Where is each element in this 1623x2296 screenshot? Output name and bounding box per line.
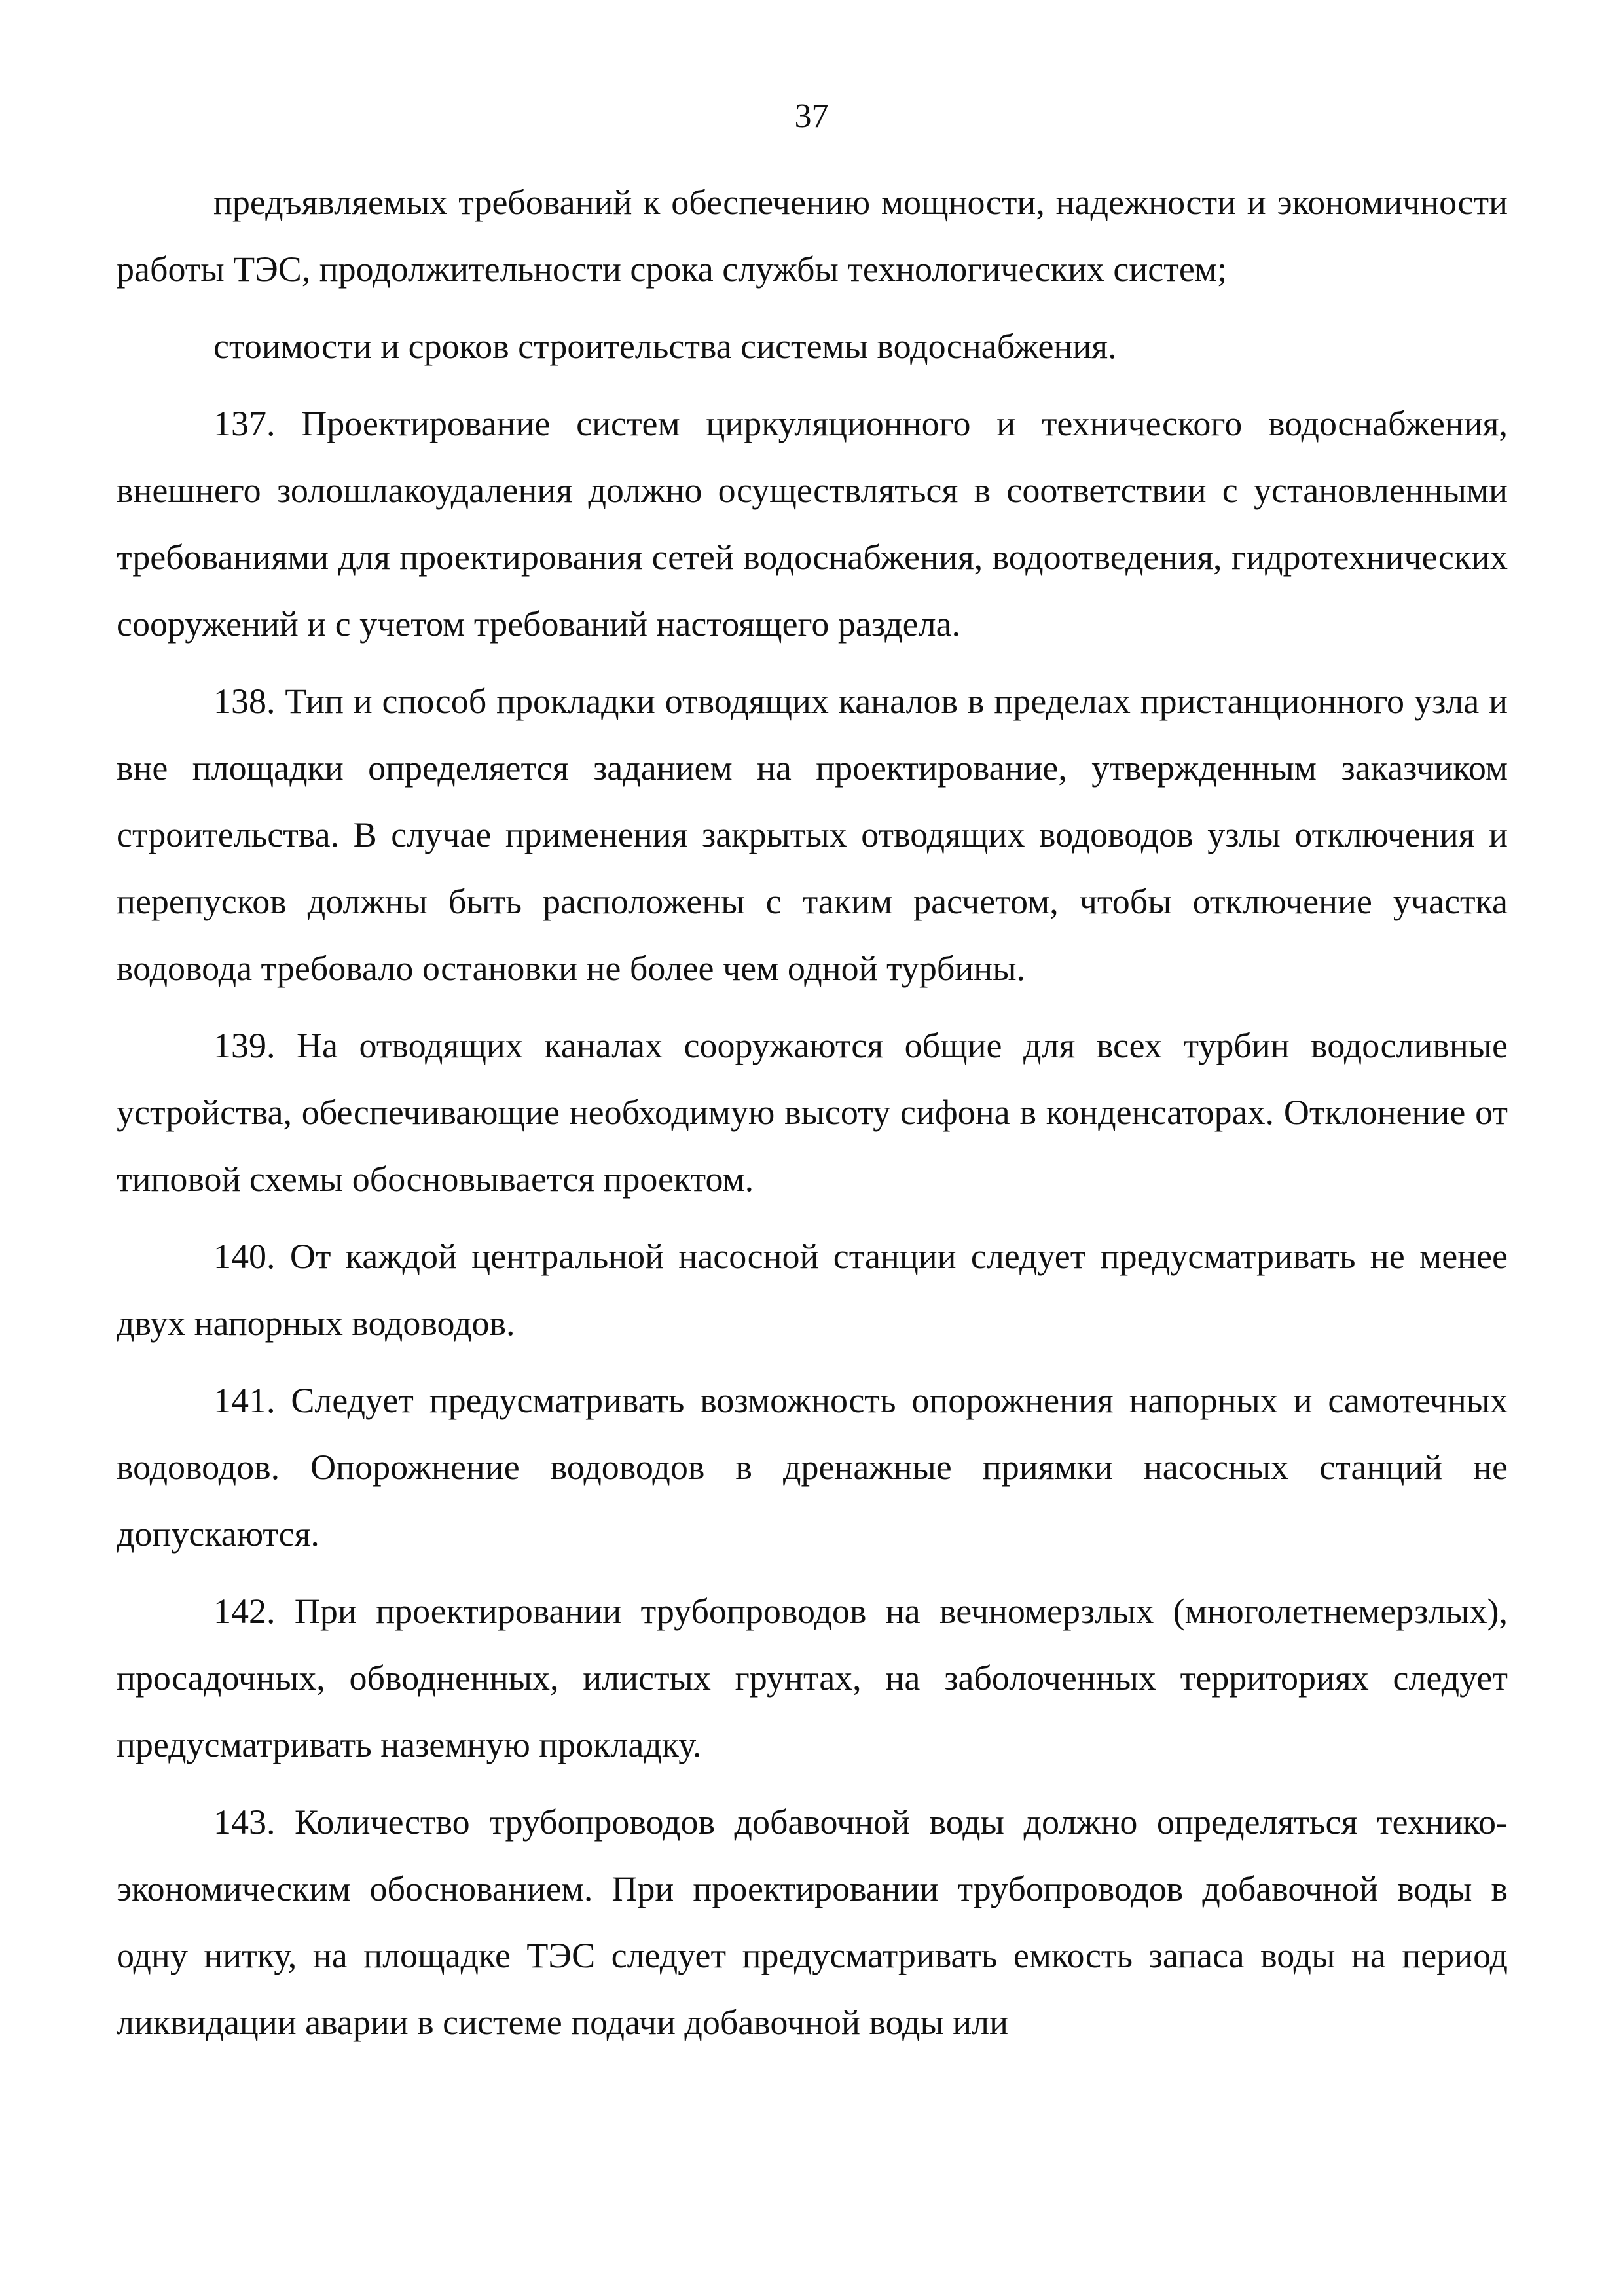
paragraph-item-140: 140. От каждой центральной насосной станции следует предусматривать не менее двух напорных водоводов. bbox=[117, 1237, 1508, 1343]
paragraph-item-141: 141. Следует предусматривать возможность опорожнения напорных и самотечных водоводов. Опорожнение водоводов в дренажные приямки насосных станций не допускаются. bbox=[117, 1381, 1508, 1554]
paragraph-item-142: 142. При проектировании трубопроводов на вечномерзлых (многолетнемерзлых), просадочных, обводненных, илистых грунтах, на заболоченных территориях следует предусматривать наземную прокладку. bbox=[117, 1592, 1508, 1764]
paragraph-item-143: 143. Количество трубопроводов добавочной воды должно определяться технико-экономическим обоснованием. При проектировании трубопроводов добавочной воды в одну нитку, на площадке ТЭС следует предусматривать емкость запаса воды на период ликвидации аварии в системе подачи добавочной воды или bbox=[117, 1802, 1508, 2042]
paragraph-item-139: 139. На отводящих каналах сооружаются общие для всех турбин водосливные устройства, обеспечивающие необходимую высоту сифона в конденсаторах. Отклонение от типовой схемы обосновывается проектом. bbox=[117, 1026, 1508, 1199]
paragraph-requirements-continuation: предъявляемых требований к обеспечению мощности, надежности и экономичности работы ТЭС, продолжительности срока службы технологических систем; bbox=[117, 183, 1508, 289]
page-number: 37 bbox=[794, 98, 829, 135]
paragraph-item-138: 138. Тип и способ прокладки отводящих каналов в пределах пристанционного узла и вне площадки определяется заданием на проектирование, утвержденным заказчиком строительства. В случае применения закрытых отводящих водоводов узлы отключения и перепусков должны быть расположены с таким расчетом, чтобы отключение участка водовода требовало остановки не более чем одной турбины. bbox=[117, 682, 1508, 988]
paragraph-cost-and-timing: стоимости и сроков строительства системы водоснабжения. bbox=[213, 327, 1117, 366]
paragraph-item-137: 137. Проектирование систем циркуляционного и технического водоснабжения, внешнего золошлакоудаления должно осуществляться в соответствии с установленными требованиями для проектирования сетей водоснабжения, водоотведения, гидротехнических сооружений и с учетом требований настоящего раздела. bbox=[117, 404, 1508, 644]
document-body bbox=[117, 169, 1508, 2066]
